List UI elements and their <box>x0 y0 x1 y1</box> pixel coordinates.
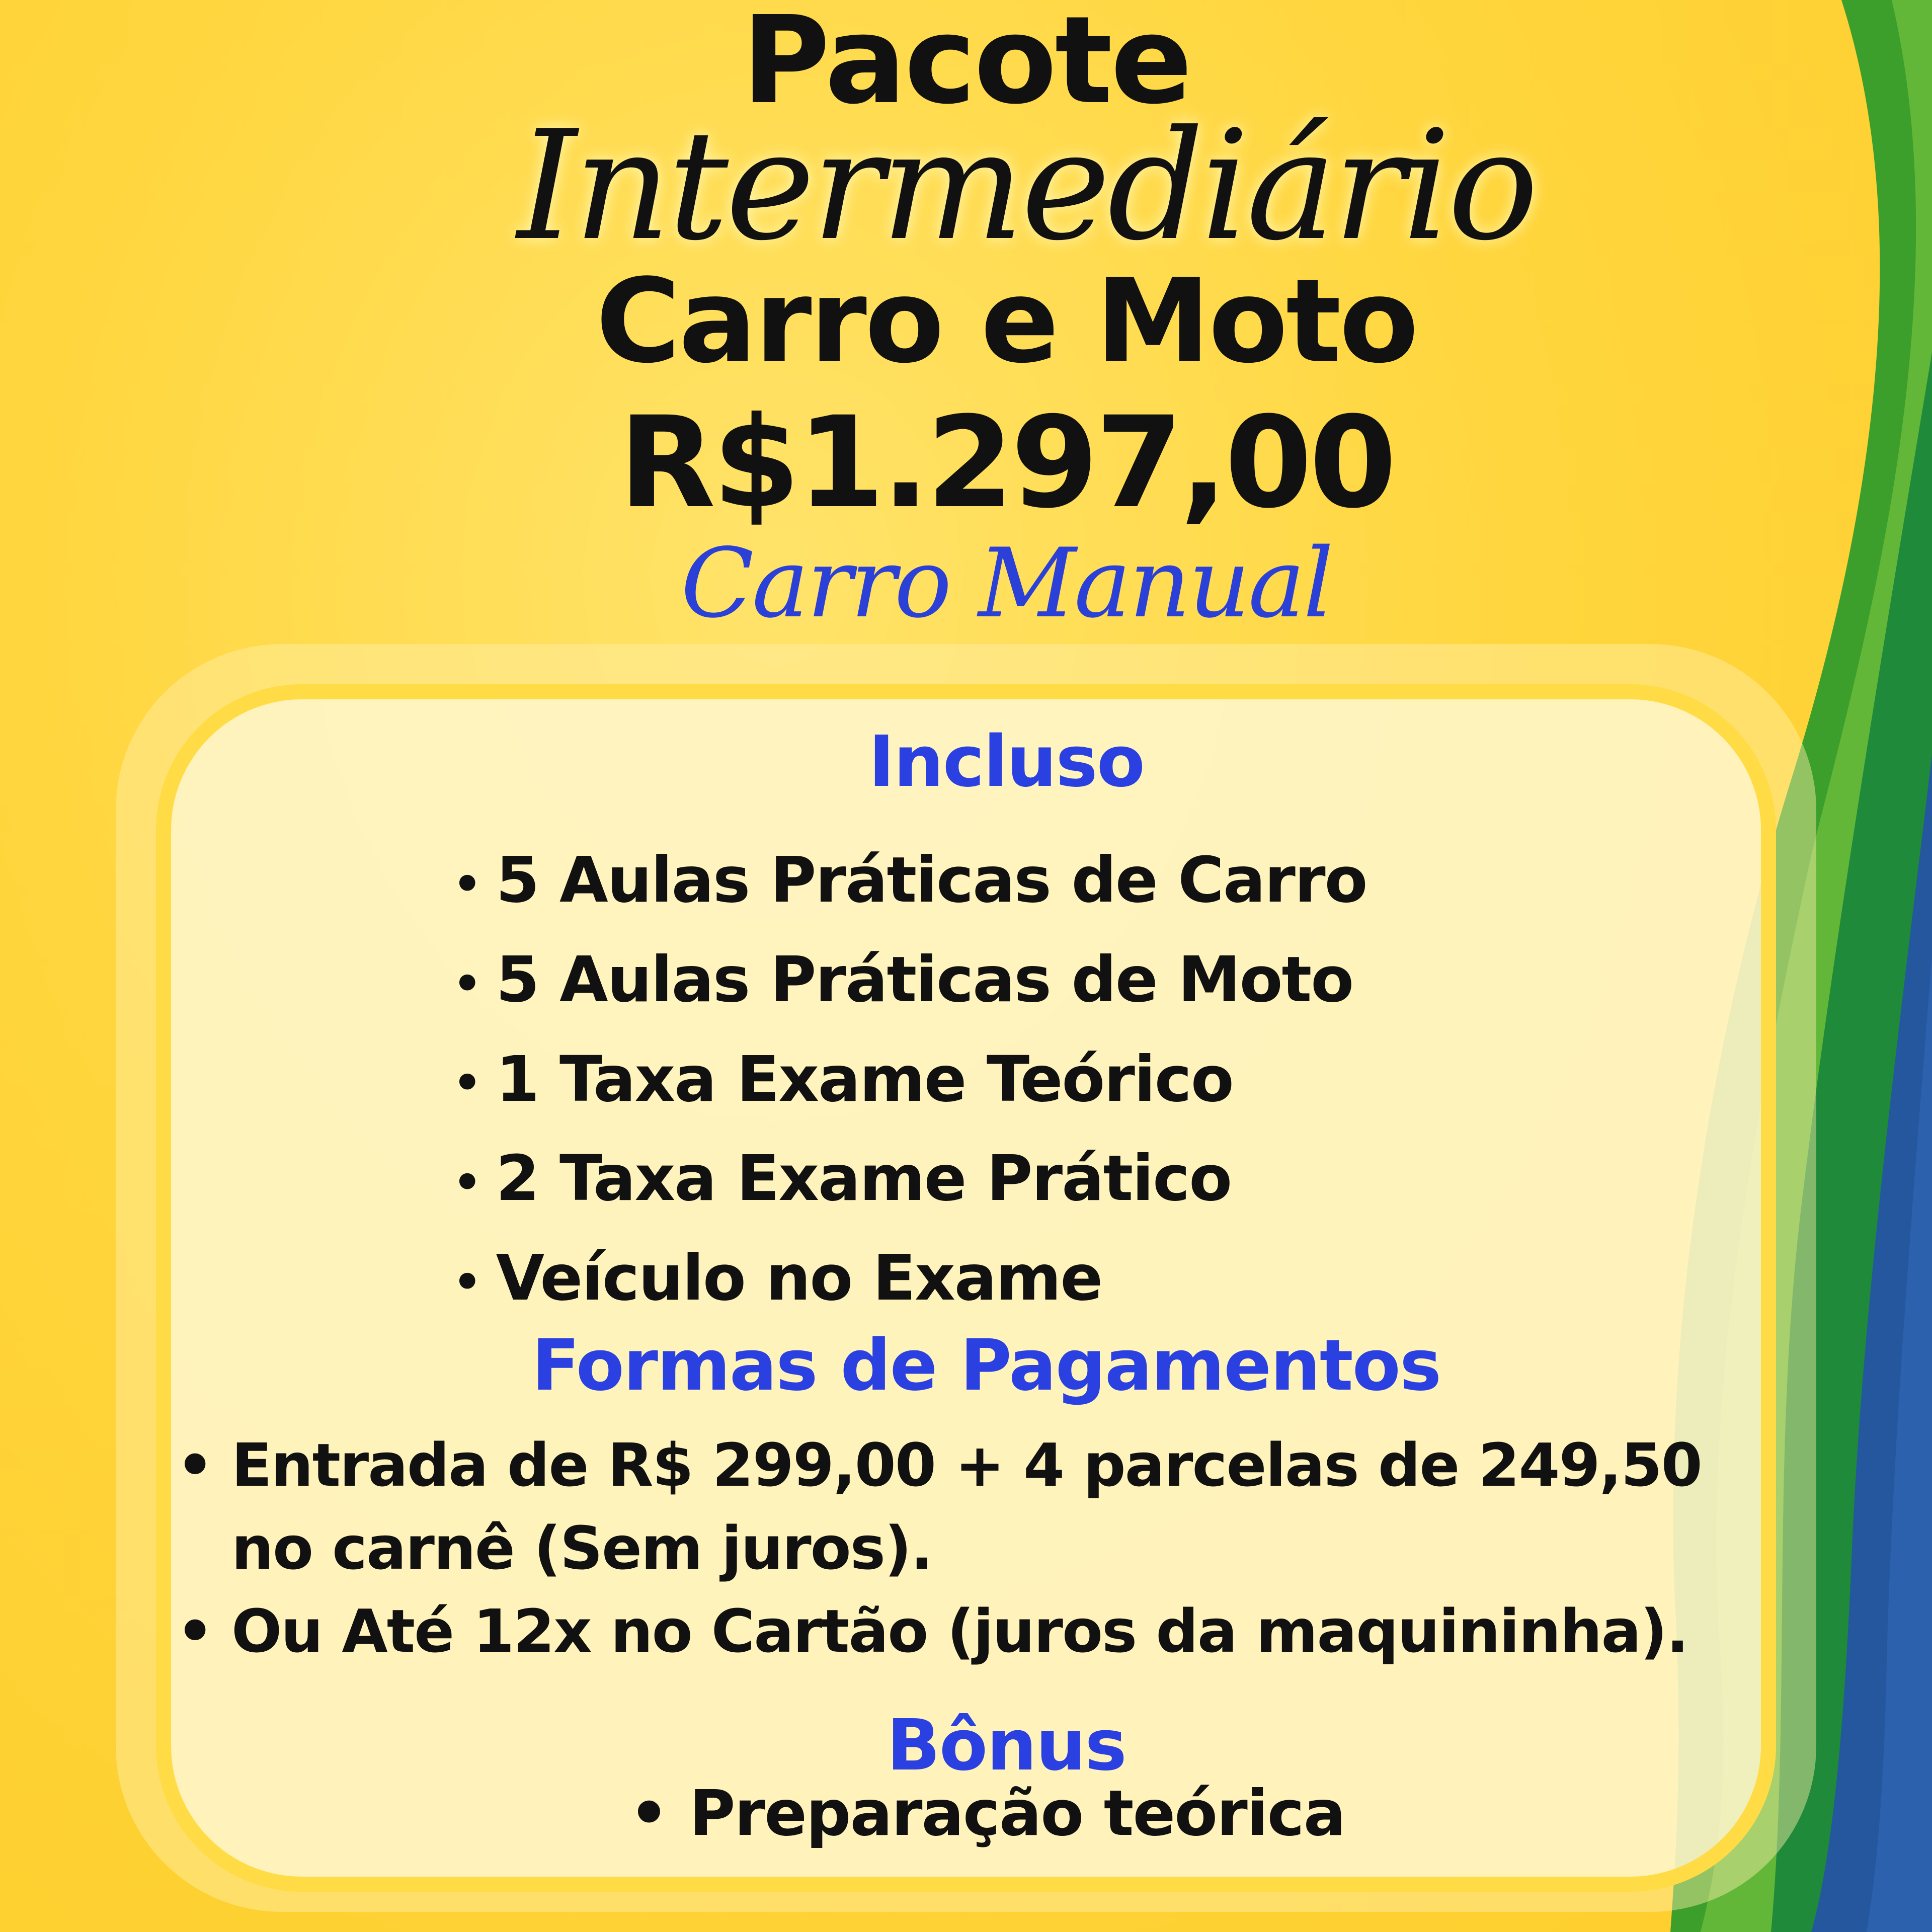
price: R$1.297,00 <box>618 389 1394 536</box>
subtitle-carro-manual: Carro Manual <box>681 528 1332 639</box>
list-item <box>176 1590 1736 1673</box>
payment-line: no carnê (Sem juros). <box>231 1513 932 1583</box>
list-item <box>176 1424 1736 1590</box>
list-item: • Veículo no Exame <box>453 1231 1366 1330</box>
list-item: • Preparação teórica <box>629 1774 1345 1854</box>
title-pacote: Pacote <box>741 0 1191 131</box>
incluso-heading: Incluso <box>868 721 1144 803</box>
bonus-heading: Bônus <box>887 1705 1126 1787</box>
list-item: • 5 Aulas Práticas de Carro <box>453 833 1366 932</box>
list-item: • 5 Aulas Práticas de Moto <box>453 932 1366 1032</box>
title-carro-e-moto: Carro e Moto <box>596 255 1417 389</box>
list-item: • 2 Taxa Exame Prático <box>453 1131 1366 1231</box>
title-intermediario: Intermediário <box>517 98 1536 274</box>
pagamentos-list <box>176 1424 1736 1673</box>
incluso-list <box>453 833 1366 1330</box>
list-item: • 1 Taxa Exame Teórico <box>453 1032 1366 1132</box>
payment-line: • Ou Até 12x no Cartão (juros da maquininha). <box>231 1596 1688 1666</box>
bonus-list <box>629 1774 1345 1854</box>
payment-line: • Entrada de R$ 299,00 + 4 parcelas de 249,50 <box>231 1430 1702 1500</box>
pagamentos-heading: Formas de Pagamentos <box>531 1325 1441 1407</box>
